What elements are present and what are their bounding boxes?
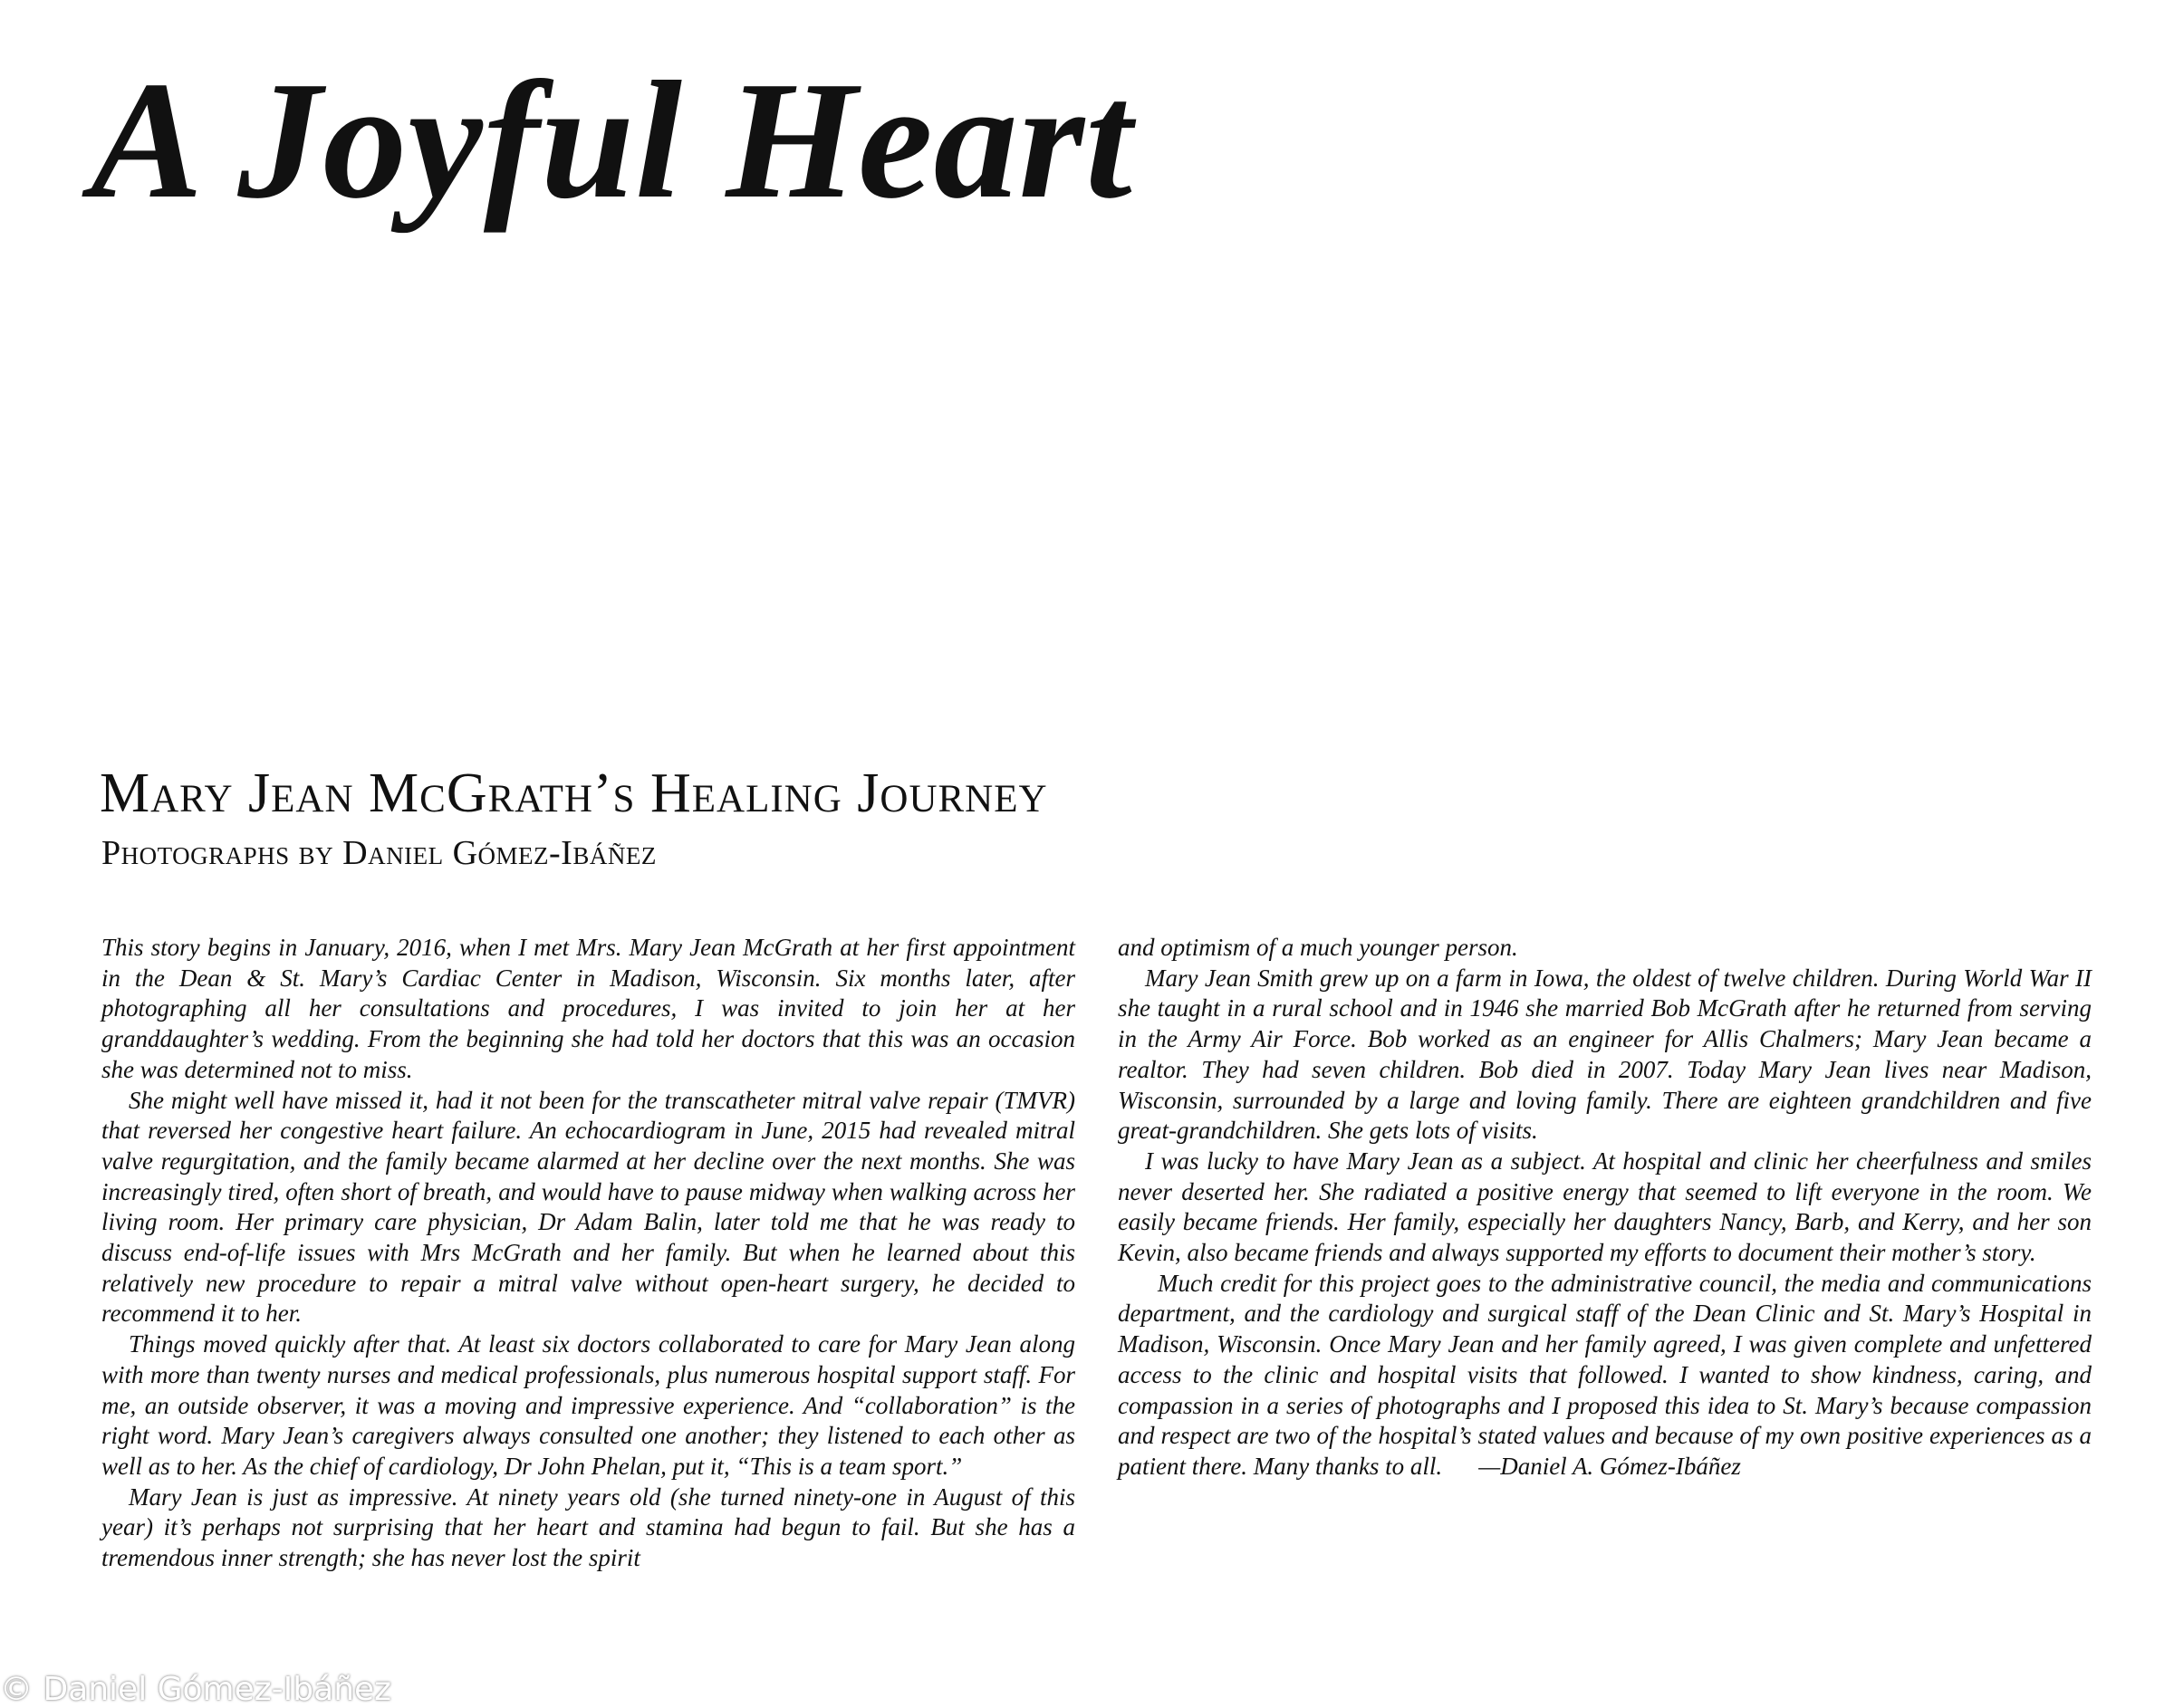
article-subtitle: Mary Jean McGrath’s Healing Journey [100,763,1048,824]
copyright-watermark: © Daniel Gómez-Ibáñez [0,1671,392,1708]
paragraph-biography: Mary Jean Smith grew up on a farm in Iowa, the oldest of twelve children. During World War II she taught in a rural school and in 1946 she married Bob McGrath after he returned from serving in the Army Air Force. Bob worked as an engineer for Allis Chalmers; Mary Jean became a realtor. They had seven children. Bob died in 2007. Today Mary Jean lives near Madison, Wisconsin, surrounded by a large and loving family. There are eighteen grandchildren and five great-grandchildren. She gets lots of visits. [1118,964,2092,1145]
paragraph-subject: I was lucky to have Mary Jean as a subject. At hospital and clinic her cheerfulness and smiles never deserted her. She radiated a positive energy that seemed to lift everyone in the room. We easily became friends. Her family, especially her daughters Nancy, Barb, and Kerry, and her son Kevin, also became friends and always supported my efforts to document their mother’s story. [1118,1147,2092,1267]
page-title: A Joyful Heart [91,47,1133,234]
author-signature: —Daniel A. Gómez-Ibáñez [1478,1452,1741,1480]
paragraph-tmvr: She might well have missed it, had it not been for the transcatheter mitral valve repair (TMVR) that reversed her congestive heart failure. An echocardiogram in June, 2015 had revealed mitral valve regurgitation, and the family became alarmed at her decline over the next months. She was increasingly tired, often short of breath, and would have to pause midway when walking across her living room. Her primary care physician, Dr Adam Balin, later told me that he was ready to discuss end-of-life issues with Mrs McGrath and her family. But when he learned about this relatively new procedure to repair a mitral valve without open-heart surgery, he decided to recommend it to her. [101,1086,1075,1328]
paragraph-intro: This story begins in January, 2016, when I met Mrs. Mary Jean McGrath at her first appointment in the Dean & St. Mary’s Cardiac Center in Madison, Wisconsin. Six months later, after photographing all her consultations and procedures, I was invited to join her at her granddaughter’s wedding. From the beginning she had told her doctors that this was an occasion she was determined not to miss. [101,934,1075,1083]
article-column-left [101,933,1075,1574]
paragraph-collaboration: Things moved quickly after that. At least six doctors collaborated to care for Mary Jean along with more than twenty nurses and medical professionals, plus numerous hospital support staff. For me, an outside observer, it was a moving and impressive experience. And “collaboration” is the right word. Mary Jean’s caregivers always consulted one another; they listened to each other as well as to her. As the chief of cardiology, Dr John Phelan, put it, “This is a team sport.” [101,1330,1075,1480]
photo-credit-byline: Photographs by Daniel Gómez-Ibáñez [101,834,657,872]
acknowledgements-text: Much credit for this project goes to the administrative council, the media and communications department, and the cardiology and surgical staff of the Dean Clinic and St. Mary’s Hospital in Madison, Wisconsin. Once Mary Jean and her family agreed, I was given complete and unfettered access to the clinic and hospital visits that followed. I wanted to show kindness, caring, and compassion in a series of photographs and I proposed this idea to St. Mary’s because compassion and respect are two of the hospital’s stated values and because of my own positive experiences as a patient there. Many thanks to all. [1118,1269,2092,1480]
paragraph-acknowledgements [1118,1269,2092,1483]
paragraph-impressive: Mary Jean is just as impressive. At ninety years old (she turned ninety-one in August of this year) it’s perhaps not surprising that her heart and stamina had begun to fail. But she has a tremendous inner strength; she has never lost the spirit [101,1483,1075,1572]
paragraph-continuation: and optimism of a much younger person. [1118,934,1518,961]
article-column-right [1118,933,2092,1483]
